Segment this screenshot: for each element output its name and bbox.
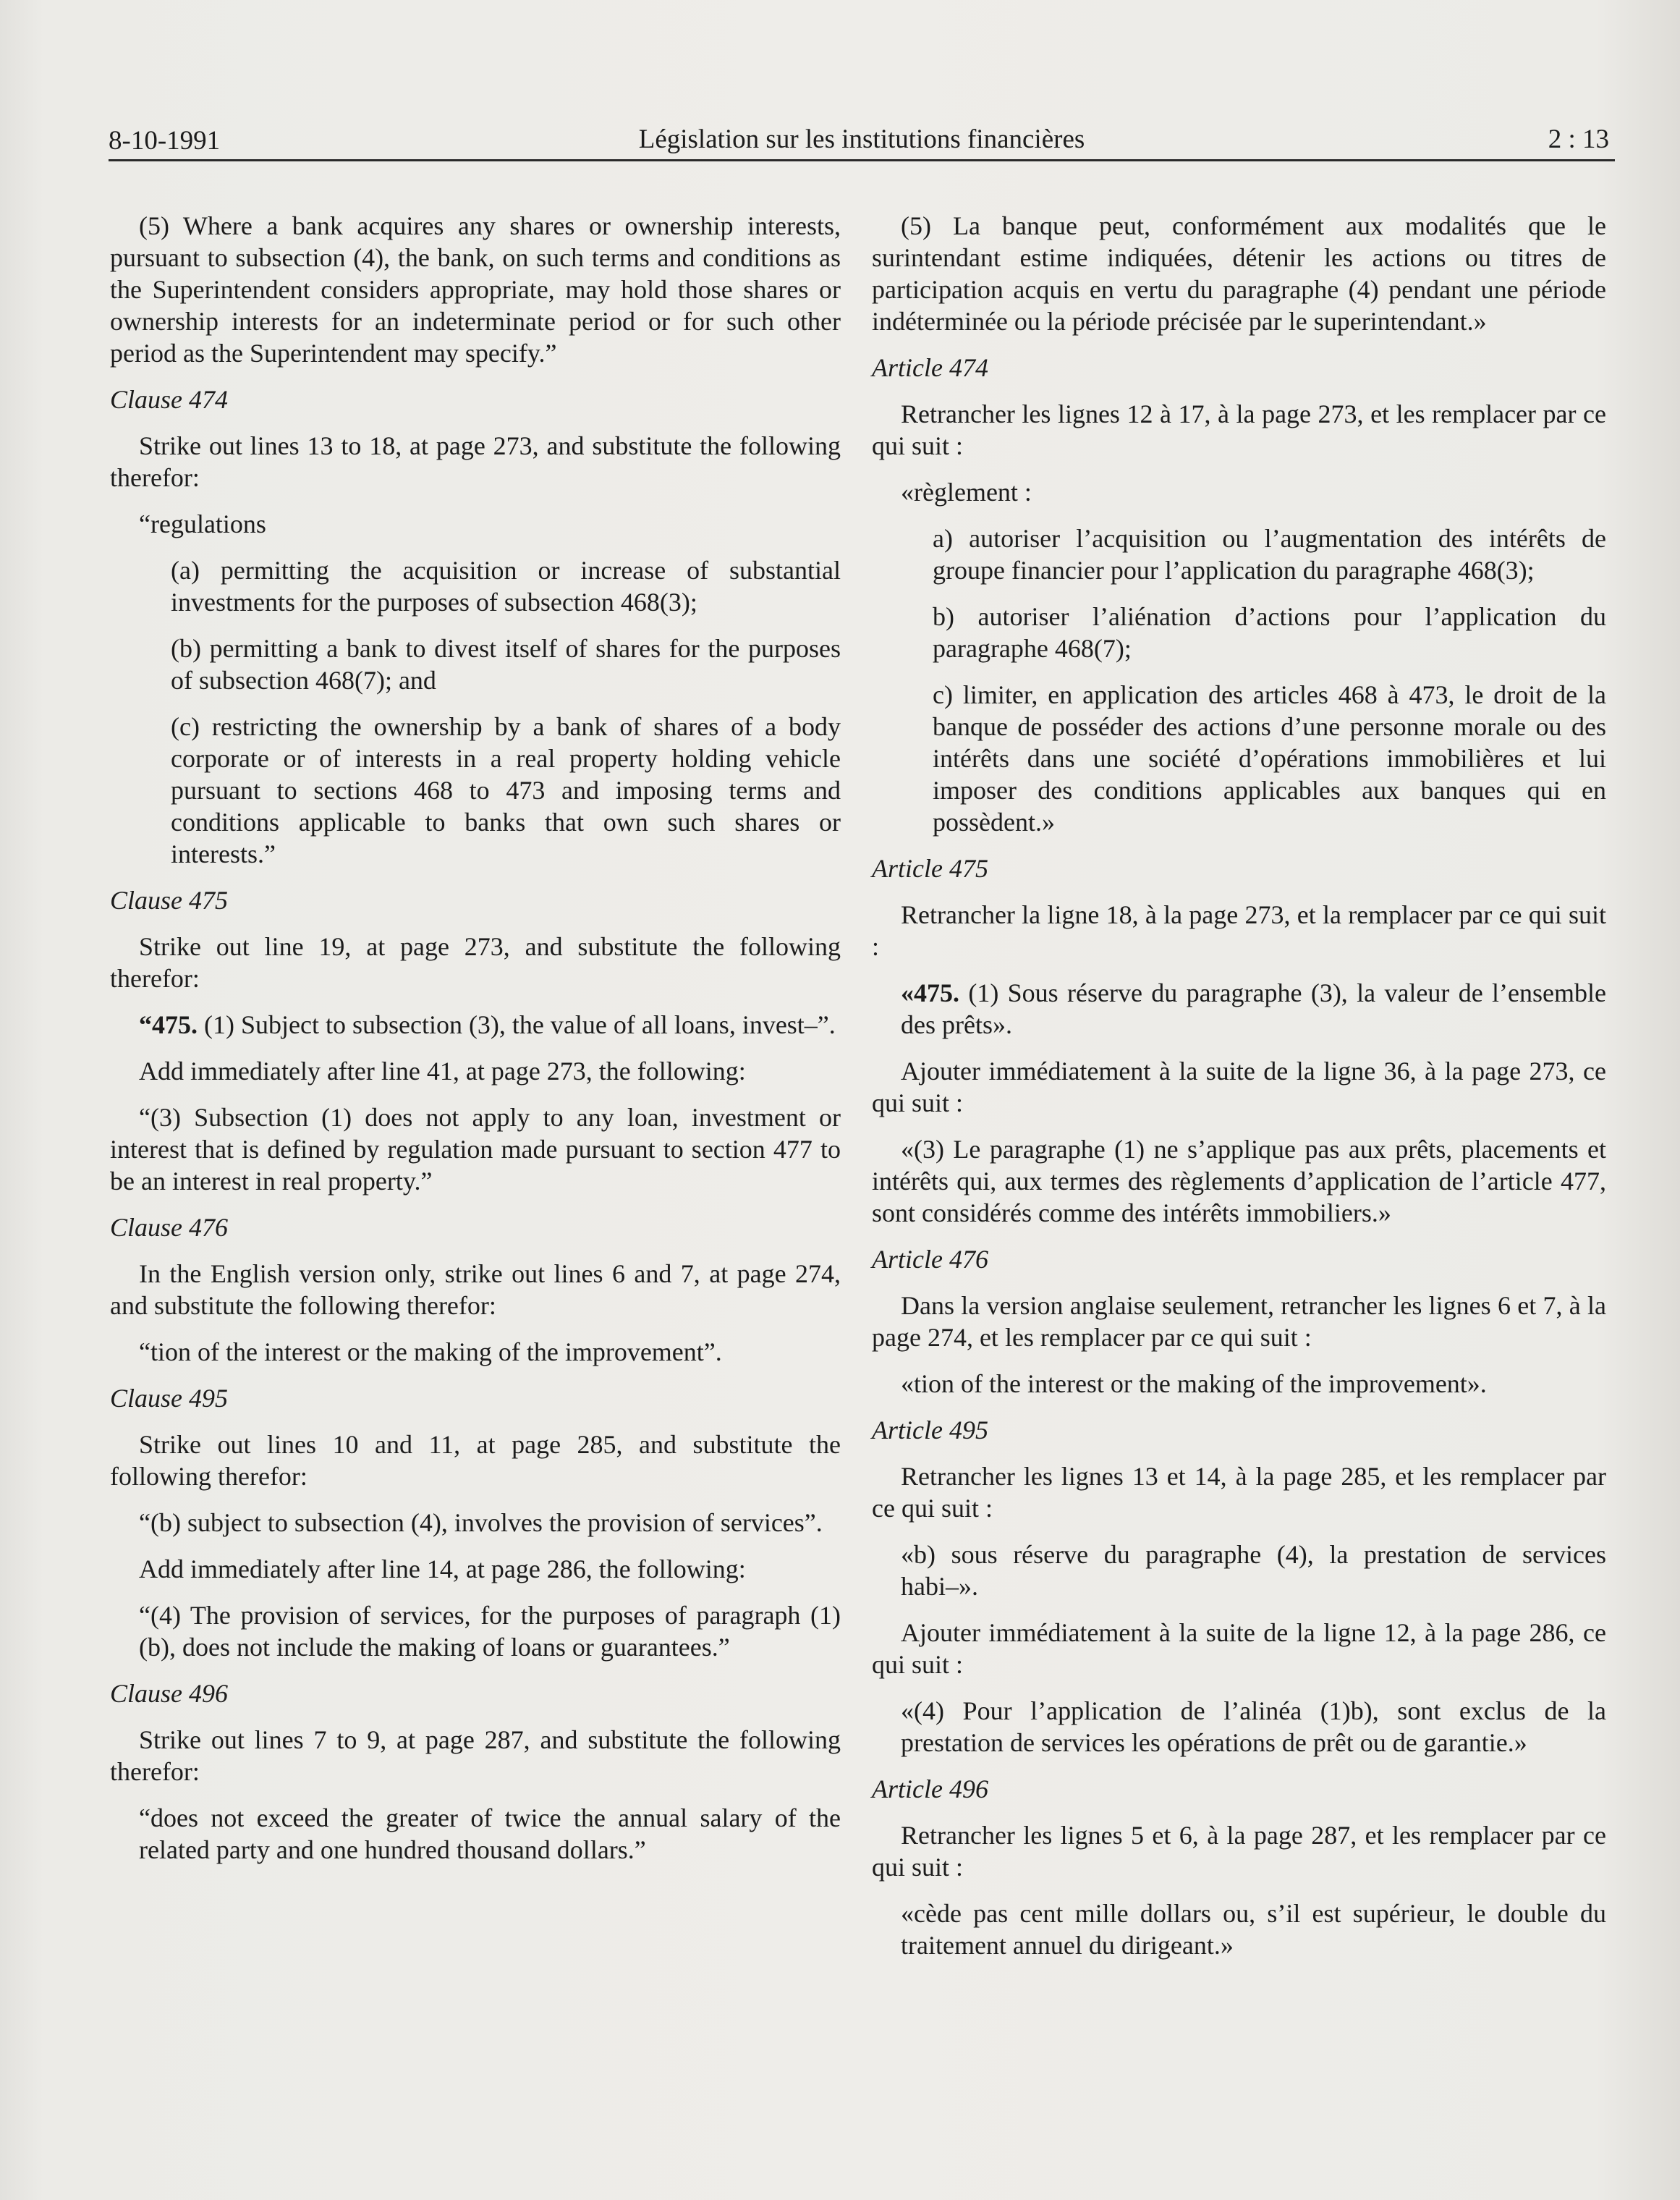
en-paragraph: In the English version only, strike out lines 6 and 7, at page 274, and substitute the following therefor: [110, 1259, 841, 1320]
en-list-item: (a) permitting the acquisition or increase of substantial investments for the purposes of subsection 468(3); [171, 556, 841, 617]
en-quote: “tion of the interest or the making of the improvement”. [139, 1337, 722, 1366]
en-quote-text: (1) Subject to subsection (3), the value of all loans, invest–”. [198, 1010, 836, 1039]
fr-list-item: c) limiter, en application des articles 468 à 473, le droit de la banque de posséder des actions d’une personne morale ou des intérêts dans une société d’opérations immobilières et lui imposer des conditions applicables aux banques qui en possèdent.» [933, 680, 1606, 837]
en-paragraph: Strike out lines 7 to 9, at page 287, and substitute the following therefor: [110, 1725, 841, 1786]
en-quote: “regulations [139, 509, 266, 538]
fr-quote: «(4) Pour l’application de l’alinéa (1)b), sont exclus de la prestation de services les opérations de prêt ou de garantie.» [901, 1696, 1606, 1757]
en-quote: “does not exceed the greater of twice the annual salary of the related party and one hundred thousand dollars.” [139, 1803, 841, 1864]
page-header [109, 122, 1615, 161]
fr-article-heading: Article 475 [872, 854, 988, 883]
en-list-item: (b) permitting a bank to divest itself of shares for the purposes of subsection 468(7); and [171, 634, 841, 695]
en-clause-heading: Clause 475 [110, 886, 229, 915]
en-paragraph: Strike out lines 13 to 18, at page 273, and substitute the following therefor: [110, 431, 841, 492]
en-paragraph: Add immediately after line 41, at page 273, the following: [139, 1057, 746, 1086]
en-clause-heading: Clause 495 [110, 1384, 229, 1413]
fr-quote-text: (1) Sous réserve du paragraphe (3), la valeur de l’ensemble des prêts». [901, 978, 1606, 1039]
en-quote [139, 1009, 841, 1041]
fr-paragraph: Retrancher les lignes 13 et 14, à la page 285, et les remplacer par ce qui suit : [872, 1462, 1606, 1523]
french-column [872, 210, 1606, 1976]
fr-paragraph: Dans la version anglaise seulement, retrancher les lignes 6 et 7, à la page 274, et les remplacer par ce qui suit : [872, 1291, 1606, 1352]
fr-paragraph: Ajouter immédiatement à la suite de la ligne 36, à la page 273, ce qui suit : [872, 1057, 1606, 1117]
en-paragraph: Add immediately after line 14, at page 286, the following: [139, 1554, 746, 1583]
section-number: «475. [901, 978, 959, 1007]
fr-paragraph: (5) La banque peut, conformément aux modalités que le surintendant estime indiquées, détenir les actions ou titres de participation acquis en vertu du paragraphe (4) pendant une période indéterminée ou la période précisée par le superintendant.» [872, 211, 1606, 336]
fr-article-heading: Article 474 [872, 353, 988, 382]
fr-article-heading: Article 495 [872, 1416, 988, 1444]
fr-quote: «b) sous réserve du paragraphe (4), la prestation de services habi–». [901, 1540, 1606, 1601]
en-clause-heading: Clause 474 [110, 385, 229, 414]
en-clause-heading: Clause 476 [110, 1213, 229, 1242]
en-list-item: (c) restricting the ownership by a bank of shares of a body corporate or of interests in a real property holding vehicle pursuant to sections 468 to 473 and imposing terms and conditions applicable to banks that own such shares or interests.” [171, 712, 841, 868]
en-paragraph: Strike out line 19, at page 273, and substitute the following therefor: [110, 932, 841, 993]
fr-list-item: a) autoriser l’acquisition ou l’augmentation des intérêts de groupe financier pour l’application du paragraphe 468(3); [933, 524, 1606, 585]
en-quote: “(b) subject to subsection (4), involves the provision of services”. [139, 1508, 823, 1537]
english-column [110, 210, 841, 1880]
en-clause-heading: Clause 496 [110, 1679, 229, 1708]
en-quote: “(4) The provision of services, for the purposes of paragraph (1)(b), does not include the making of loans or guarantees.” [139, 1601, 841, 1662]
header-title: Législation sur les institutions financières [638, 124, 1085, 154]
fr-paragraph: Ajouter immédiatement à la suite de la ligne 12, à la page 286, ce qui suit : [872, 1618, 1606, 1679]
fr-list-item: b) autoriser l’aliénation d’actions pour l’application du paragraphe 468(7); [933, 602, 1606, 663]
fr-paragraph: Retrancher les lignes 12 à 17, à la page 273, et les remplacer par ce qui suit : [872, 399, 1606, 460]
fr-paragraph: Retrancher la ligne 18, à la page 273, et la remplacer par ce qui suit : [872, 900, 1606, 961]
section-number: “475. [139, 1010, 198, 1039]
fr-quote: «règlement : [901, 478, 1032, 507]
header-page-number: 2 : 13 [1548, 124, 1609, 154]
fr-article-heading: Article 496 [872, 1774, 988, 1803]
fr-quote [901, 977, 1606, 1041]
en-paragraph: Strike out lines 10 and 11, at page 285, and substitute the following therefor: [110, 1430, 841, 1491]
fr-quote: «tion of the interest or the making of the improvement». [901, 1369, 1487, 1398]
fr-article-heading: Article 476 [872, 1245, 988, 1274]
header-date: 8-10-1991 [109, 126, 221, 156]
en-quote: “(3) Subsection (1) does not apply to any loan, investment or interest that is defined by regulation made pursuant to section 477 to be an interest in real property.” [110, 1103, 841, 1196]
fr-quote: «(3) Le paragraphe (1) ne s’applique pas aux prêts, placements et intérêts qui, aux termes des règlements d’application de l’article 477, sont considérés comme des intérêts immobiliers.» [872, 1135, 1606, 1227]
fr-paragraph: Retrancher les lignes 5 et 6, à la page 287, et les remplacer par ce qui suit : [872, 1821, 1606, 1882]
fr-quote: «cède pas cent mille dollars ou, s’il est supérieur, le double du traitement annuel du dirigeant.» [901, 1899, 1606, 1960]
en-paragraph: (5) Where a bank acquires any shares or ownership interests, pursuant to subsection (4), the bank, on such terms and conditions as the Superintendent considers appropriate, may hold those shares or ownership interests for an indeterminate period or for such other period as the Superintendent may specify.” [110, 211, 841, 368]
